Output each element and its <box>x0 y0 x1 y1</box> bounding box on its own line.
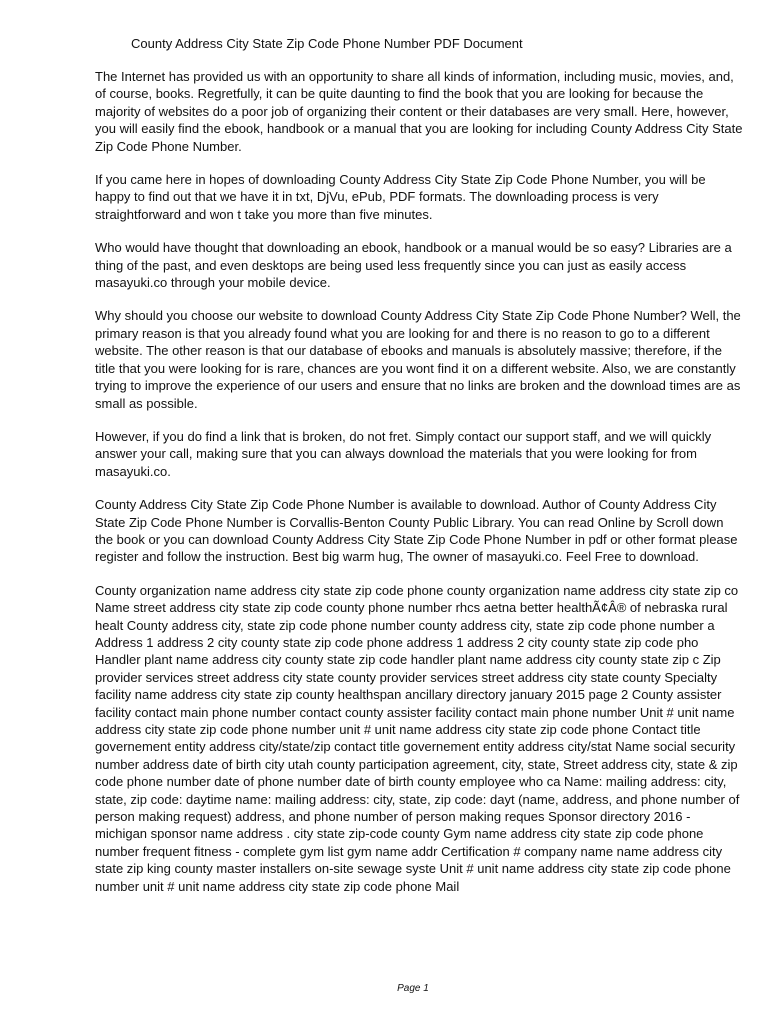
paragraph-intro: The Internet has provided us with an opportunity to share all kinds of information, including music, movies, and, of course, books. Regretfully, it can be quite daunting to find the book that you are looking for because the majority of websites do a poor job of organizing their content or their databases are very small. Here, however, you will easily find the ebook, handbook or a manual that you are looking for including County Address City State Zip Code Phone Number. <box>95 69 743 154</box>
paragraph-easy: Who would have thought that downloading an ebook, handbook or a manual would be so easy? Libraries are a thing of the past, and even desktops are being used less frequently since you can just as easily access masayuki.co through your mobile device. <box>95 240 732 291</box>
paragraph-keywords: County organization name address city state zip code phone county organization name address city state zip co Name street address city state zip code county phone number rhcs aetna better healthÃ¢Â® of nebraska rural healt County address city, state zip code phone number county address city, state zip code phone number a Address 1 address 2 city county state zip code phone address 1 address 2 city county state zip code pho Handler plant name address city county state zip code handler plant name address city county state zip c Zip provider services street address city state county provider services street address city state county Specialty facility name address city state zip county healthspan ancillary directory january 2015 page 2 County assister facility contact main phone number contact county assister facility contact main phone number Unit # unit name address city state zip code phone number unit # unit name address city state zip code phone Contact title governement entity address city/state/zip contact title governement entity address city/stat Name social security number address date of birth city utah county participation agreement, city, state, Street address city, state & zip code phone number date of phone number date of birth county employee who ca Name: mailing address: city, state, zip code: daytime name: mailing address: city, state, zip code: dayt (name, address, and phone number of person making request) address, and phone number of person making reques Sponsor directory 2016 - michigan sponsor name address . city state zip-code county Gym name address city state zip code phone number frequent fitness - complete gym list gym name addr Certification # company name name address city state zip king county master installers on-site sewage syste Unit # unit name address city state zip code phone number unit # unit name address city state zip code phone Mail <box>95 582 740 894</box>
document-title: County Address City State Zip Code Phone Number PDF Document <box>131 36 523 51</box>
paragraph-availability: County Address City State Zip Code Phone Number is available to download. Author of County Address City State Zip Code Phone Number is Corvallis-Benton County Public Library. You can read Online by Scroll down the book or you can download County Address City State Zip Code Phone Number in pdf or other format please register and follow the instruction. Best big warm hug, The owner of masayuki.co. Feel Free to download. <box>95 497 738 565</box>
page-footer <box>0 983 770 994</box>
page-number: Page 1 <box>397 983 429 994</box>
document-body <box>95 68 743 911</box>
paragraph-broken-link: However, if you do find a link that is broken, do not fret. Simply contact our support staff, and we will quickly answer your call, making sure that you can always download the materials that you were looking for from masayuki.co. <box>95 428 712 479</box>
paragraph-downloading: If you came here in hopes of downloading County Address City State Zip Code Phone Number, you will be happy to find out that we have it in txt, DjVu, ePub, PDF formats. The downloading process is very straightforward and won t take you more than five minutes. <box>95 172 706 222</box>
paragraph-why-choose: Why should you choose our website to download County Address City State Zip Code Phone Number? Well, the primary reason is that you already found what you are looking for and there is no reason to go to a different website. The other reason is that our database of ebooks and manuals is absolutely massive; therefore, if the title that you were looking for is rare, chances are you wont find it on a different website. Also, we are constantly trying to improve the experience of our users and ensure that no links are broken and the download times are as small as possible. <box>95 308 741 411</box>
